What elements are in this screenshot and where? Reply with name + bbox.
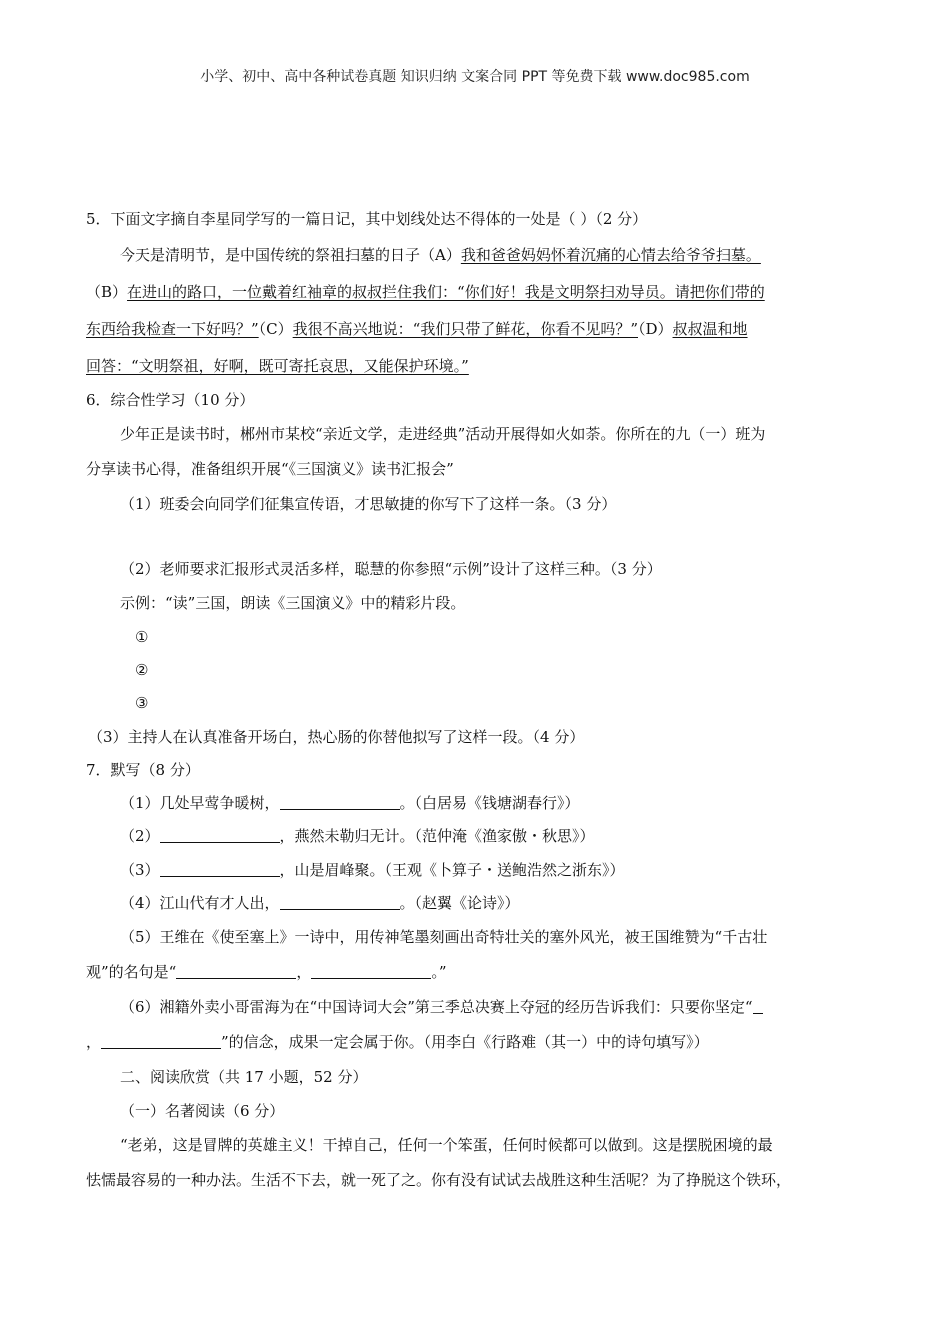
q7-item-6 xyxy=(120,997,860,1017)
q5-title: 5．下面文字摘自李星同学写的一篇日记，其中划线处达不得体的一处是（ ）（2 分） xyxy=(86,210,648,228)
section-2-sub-1: （一）名著阅读（6 分） xyxy=(120,1102,285,1120)
q7-item-5-cont xyxy=(86,962,860,982)
q5-para-line-2 xyxy=(86,282,860,302)
q7-item-1-text: （1）几处早莺争暖树， xyxy=(120,794,280,812)
q6-mark-3: ③ xyxy=(135,694,149,712)
q7-blank-3 xyxy=(160,862,280,877)
q7-item-4 xyxy=(120,893,860,913)
q7-item-5-end: 。” xyxy=(431,963,447,981)
section-2-title: 二、阅读欣赏（共 17 小题，52 分） xyxy=(120,1068,368,1086)
q7-item-2 xyxy=(120,826,860,846)
q5-option-d: 叔叔温和地 xyxy=(672,320,748,338)
q5-text: 今天是清明节，是中国传统的祭祖扫墓的日子（A） xyxy=(120,246,461,264)
q6-mark-2: ② xyxy=(135,661,149,679)
q6-title: 6．综合性学习（10 分） xyxy=(86,391,255,409)
reading-line-1: “老弟，这是冒牌的英雄主义！干掉自己，任何一个笨蛋，任何时候都可以做到。这是摆脱困境的最 xyxy=(120,1136,773,1154)
q7-item-5: （5）王维在《使至塞上》一诗中，用传神笔墨刻画出奇特壮关的塞外风光，被王国维赞为“千古壮 xyxy=(120,928,768,946)
q7-item-2-num: （2） xyxy=(120,827,160,845)
q7-item-4-text: （4）江山代有才人出， xyxy=(120,894,280,912)
q5-para-line-3 xyxy=(86,319,860,339)
q5-option-d-end: 回答：“文明祭祖，好啊，既可寄托哀思，又能保护环境。” xyxy=(86,357,469,375)
q7-blank-5b xyxy=(311,964,431,979)
q7-item-3-text: ，山是眉峰聚。（王观《卜算子・送鲍浩然之浙东》） xyxy=(279,861,625,879)
q7-blank-5a xyxy=(176,964,296,979)
q5-para-line-1 xyxy=(120,245,860,265)
q5-option-b-end: 东西给我检查一下好吗？” xyxy=(86,320,259,338)
q7-item-6-end: ”的信念，成果一定会属于你。（用李白《行路难（其一）中的诗句填写》） xyxy=(221,1033,709,1051)
q7-item-3-num: （3） xyxy=(120,861,160,879)
q7-title: 7．默写（8 分） xyxy=(86,761,200,779)
q7-blank-6a xyxy=(753,999,763,1014)
q5-option-c: 我很不高兴地说：“我们只带了鲜花，你看不见吗？” xyxy=(292,320,638,338)
q6-example: 示例：“读”三国，朗读《三国演义》中的精彩片段。 xyxy=(120,594,466,612)
q7-item-2-text: ，燕然未勒归无计。（范仲淹《渔家傲・秋思》） xyxy=(279,827,595,845)
page-header: 小学、初中、高中各种试卷真题 知识归纳 文案合同 PPT 等免费下载 www.doc985.com xyxy=(200,69,750,85)
q7-item-3 xyxy=(120,860,860,880)
q6-intro-1: 少年正是读书时，郴州市某校“亲近文学，走进经典”活动开展得如火如荼。你所在的九（一）班为 xyxy=(120,425,766,443)
q7-item-6-text: （6）湘籍外卖小哥雷海为在“中国诗词大会”第三季总决赛上夺冠的经历告诉我们：只要你坚定“ xyxy=(120,998,753,1016)
q5-label-d: （D） xyxy=(638,320,673,338)
reading-line-2: 怯懦最容易的一种办法。生活不下去，就一死了之。你有没有试试去战胜这种生活呢？为了挣脱这个铁环， xyxy=(86,1171,792,1189)
q5-label-c: （C） xyxy=(258,320,293,338)
q7-item-1 xyxy=(120,793,860,813)
q7-blank-2 xyxy=(160,828,280,843)
q7-item-1-source: 。（白居易《钱塘湖春行》） xyxy=(399,794,580,812)
q6-intro-2: 分享读书心得，准备组织开展“《三国演义》读书汇报会” xyxy=(86,460,454,478)
q6-sub-2: （2）老师要求汇报形式灵活多样，聪慧的你参照“示例”设计了这样三种。（3 分） xyxy=(120,560,662,578)
q7-blank-6b xyxy=(101,1034,221,1049)
q5-option-a: 我和爸爸妈妈怀着沉痛的心情去给爷爷扫墓。 xyxy=(460,246,761,264)
q7-item-4-source: 。（赵翼《论诗》） xyxy=(399,894,520,912)
q5-label-b: （B） xyxy=(86,283,128,301)
q5-para-line-4 xyxy=(86,356,860,376)
q6-sub-1: （1）班委会向同学们征集宣传语，才思敏捷的你写下了这样一条。（3 分） xyxy=(120,495,617,513)
q6-mark-1: ① xyxy=(135,628,149,646)
q7-item-5-comma: ， xyxy=(296,963,312,981)
q5-option-b: 在进山的路口，一位戴着红袖章的叔叔拦住我们：“你们好！我是文明祭扫劝导员。请把你们带的 xyxy=(127,283,765,301)
q7-blank-1 xyxy=(280,795,400,810)
q7-item-6-cont xyxy=(86,1032,860,1052)
q7-item-6-comma: ， xyxy=(86,1033,102,1051)
q6-sub-3: （3）主持人在认真准备开场白，热心肠的你替他拟写了这样一段。（4 分） xyxy=(88,728,585,746)
q7-blank-4 xyxy=(280,895,400,910)
q7-item-5-lead: 观”的名句是“ xyxy=(86,963,177,981)
